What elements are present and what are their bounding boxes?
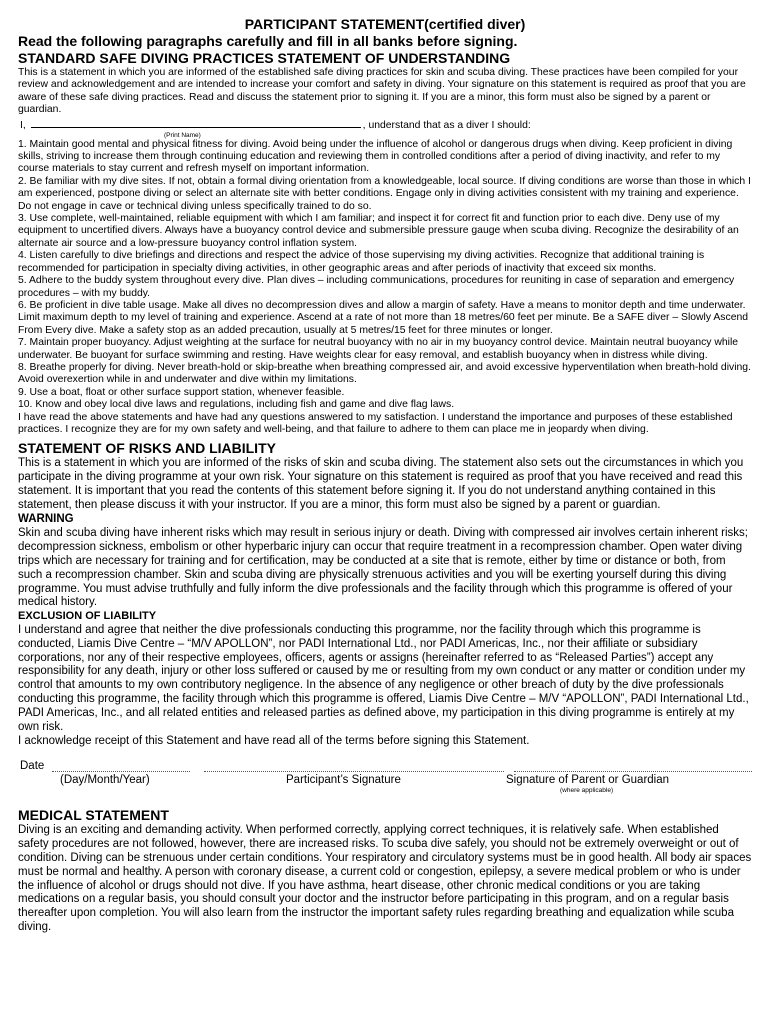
document-title: PARTICIPANT STATEMENT(certified diver) <box>244 16 526 32</box>
practice-item-6: 6. Be proficient in dive table usage. Make all dives no decompression dives and allow a margin of safety. Have a means to monitor depth and time underwater. Limit maximum depth to my level of training and experience. Ascend at a rate of not more than 18 metres/60 feet per minute. Be a SAFE diver – Slowly Ascend From Every dive. Make a safety stop as an added precaution, usually at 5 metres/15 feet for three minutes or longer. <box>18 299 749 336</box>
guardian-signature-label: Signature of Parent or Guardian <box>506 773 670 786</box>
practice-item-7: 7. Maintain proper buoyancy. Adjust weighting at the surface for neutral buoyancy with no air in my buoyancy control device. Maintain neutral buoyancy while underwater. Be buoyant for surface swimming and resting. Have weights clear for easy removal, and establish buoyancy when in distress while diving. <box>18 337 739 361</box>
practice-item-2: 2. Be familiar with my dive sites. If not, obtain a formal diving orientation from a knowledgeable, local source. If diving conditions are worse than those in which I am experienced, postpone diving or select an alternate site with better conditions. Engage only in diving activities consistent with my training and experience. Do not engage in cave or technical diving unless specifically trained to do so. <box>18 175 751 212</box>
print-name-label: (Print Name) <box>164 131 201 139</box>
print-name-row <box>18 117 752 132</box>
practice-item-9: 9. Use a boat, float or other surface support station, whenever feasible. <box>18 386 345 398</box>
where-applicable-label: (where applicable) <box>560 786 614 794</box>
medical-statement-text: Diving is an exciting and demanding activity. When performed correctly, applying correct techniques, it is relatively safe. When established safety procedures are not followed, however, there are increased risks. To scuba dive safely, you should not be extremely overweight or out of condition. Diving can be strenuous under certain conditions. Your respiratory and circulatory systems must be in good health. All body air spaces must be normal and healthy. A person with coronary disease, a current cold or congestion, epilepsy, a severe medical problem or who is under the influence of alcohol or drugs should not dive. If you have asthma, heart disease, other chronic medical conditions or you are taking medications on a regular basis, you should consult your doctor and the instructor before participating in this program, and on a regular basis thereafter upon completion. You will also learn from the instructor the important safety rules regarding breathing and equalization while scuba diving. <box>18 823 752 934</box>
practice-item-5: 5. Adhere to the buddy system throughout every dive. Plan dives – including communications, procedures for reuniting in case of separation and emergency procedures – with my buddy. <box>18 275 735 299</box>
exclusion-text: I understand and agree that neither the dive professionals conducting this programme, nor the facility through which this programme is conducted, Liamis Dive Centre – “M/V APOLLON”, nor PADI International Ltd., nor PADI Americas, Inc., nor their affiliate or subsidiary corporations, nor any of their respective employees, officers, agents or assigns (hereinafter referred to as “Released Parties”) accept any responsibility for any death, injury or other loss suffered or caused by me or resulting from my own conduct or any matter or condition under my control that amounts to my own contributory negligence. In the absence of any negligence or other breach of duty by the dive professionals conducting this programme, the facility through which this programme is offered, Liamis Dive Centre – M/V “APOLLON”, PADI International Ltd., PADI Americas, Inc., and all related entities and released parties as defined above, my participation in this diving programme is entirely at my own risk. <box>18 623 749 734</box>
section1-title: STANDARD SAFE DIVING PRACTICES STATEMENT OF UNDERSTANDING <box>18 50 511 66</box>
signature-block <box>18 757 752 801</box>
name-prefix: I, <box>20 119 26 131</box>
warning-title: WARNING <box>18 513 74 525</box>
date-field[interactable] <box>52 771 190 772</box>
exclusion-title: EXCLUSION OF LIABILITY <box>18 610 157 623</box>
medical-statement-title: MEDICAL STATEMENT <box>18 806 169 823</box>
risks-section <box>18 440 752 749</box>
date-label: Date <box>20 759 45 772</box>
practice-item-8: 8. Breathe properly for diving. Never breath-hold or skip-breathe when breathing compressed air, and avoid excessive hyperventilation when breath-hold diving. Avoid overexertion while in and underwater and dive within my limitations. <box>18 361 751 386</box>
guardian-signature-field[interactable] <box>514 771 752 772</box>
participant-signature-label: Participant’s Signature <box>286 773 401 786</box>
practice-item-1: 1. Maintain good mental and physical fitness for diving. Avoid being under the influence of alcohol or dangerous drugs when diving. Keep proficient in diving skills, striving to increase them through continuing education and reviewing them in controlled conditions after a period of diving inactivity, and refer to my course materials to stay current and refresh myself on important information. <box>18 138 733 175</box>
instruction-heading: Read the following paragraphs carefully and fill in all banks before signing. <box>18 33 518 49</box>
name-suffix: , understand that as a diver I should: <box>362 119 531 131</box>
practice-item-10: 10. Know and obey local dive laws and regulations, including fish and game and dive flag laws. <box>18 399 455 411</box>
print-name-field[interactable] <box>31 117 361 128</box>
date-format-label: (Day/Month/Year) <box>60 773 150 786</box>
practice-item-4: 4. Listen carefully to dive briefings and directions and respect the advice of those supervising my diving activities. Recognize that additional training is recommended for participation in specialty diving activities, in other geographic areas and after periods of inactivity that exceed six months. <box>18 250 705 274</box>
participant-signature-field[interactable] <box>204 771 504 772</box>
section1-closing: I have read the above statements and have had any questions answered to my satisfaction. I understand the importance and purposes of these established practices. I recognize they are for my own safety and well-being, and that failure to adhere to them can place me in jeopardy when diving. <box>18 411 733 435</box>
section1-intro: This is a statement in which you are informed of the established safe diving practices for skin and scuba diving. These practices have been compiled for your review and acknowledgement and are intended to increase your comfort and safety in diving. Your signature on this statement is required as proof that you are aware of these safe diving practices. Read and discuss the statement prior to signing it. If you are a minor, this form must also be signed by a parent or guardian. <box>18 67 746 116</box>
section2-intro: This is a statement in which you are informed of the risks of skin and scuba diving. The statement also sets out the circumstances in which you participate in the diving programme at your own risk. Your signature on this statement is required as proof that you have received and read this statement. It is important that you read the contents of this statement before signing it. If you do not understand anything contained in this statement, then please discuss it with your instructor. If you are a minor, this form must also be signed by a parent or guardian. <box>18 457 744 512</box>
section2-title: STATEMENT OF RISKS AND LIABILITY <box>18 440 276 457</box>
acknowledge-text: I acknowledge receipt of this Statement and have read all of the terms before signing this Statement. <box>18 735 530 747</box>
practice-item-3: 3. Use complete, well-maintained, reliable equipment with which I am familiar; and inspect it for correct fit and function prior to each dive. Deny use of my equipment to uncertified divers. Always have a buoyancy control device and submersible pressure gauge when scuba diving. Recognize the desirability of an alternate air source and a low-pressure buoyancy control inflation system. <box>18 213 739 249</box>
warning-text: Skin and scuba diving have inherent risks which may result in serious injury or death. Diving with compressed air involves certain inherent risks; decompression sickness, embolism or other hyperbaric injury can occur that require treatment in a recompression chamber. Open water diving trips which are necessary for training and for certification, may be conducted at a site that is remote, either by time or distance or both, from such a recompression chamber. Skin and scuba diving are physically strenuous activities and you will be exerting yourself during this diving programme. You must advise truthfully and fully inform the dive professionals and the facility through which this programme is offered of your medical history. <box>18 526 748 609</box>
